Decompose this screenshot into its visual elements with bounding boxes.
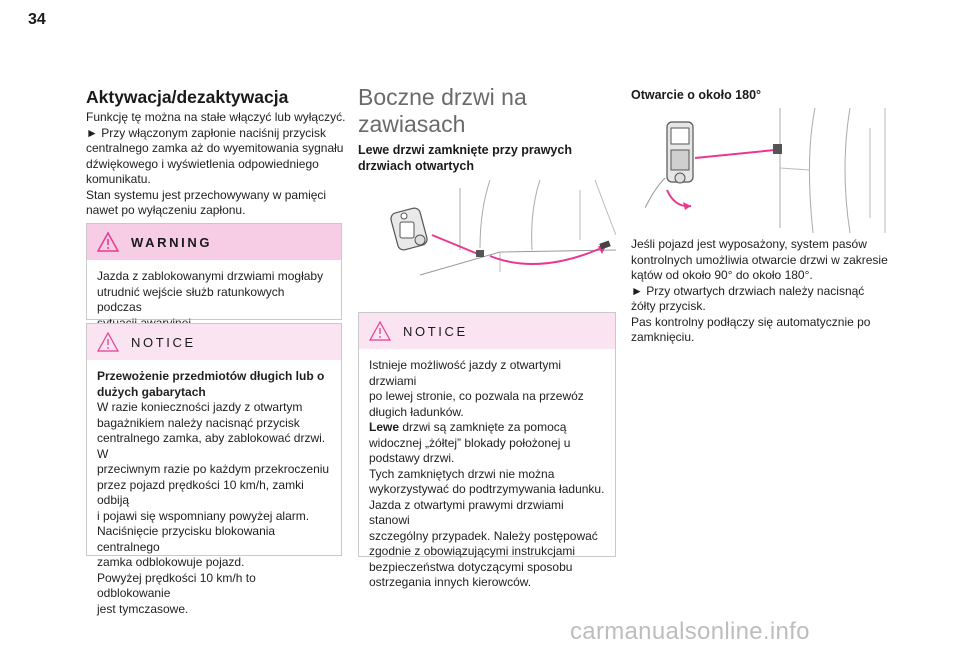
warning-triangle-icon bbox=[97, 232, 119, 252]
text-line: podstawy drzwi. bbox=[369, 451, 455, 465]
text-line: Pas kontrolny podłączy się automatycznie po bbox=[631, 314, 871, 329]
title-line: Boczne drzwi na bbox=[358, 84, 527, 110]
text-line: zamknięciu. bbox=[631, 330, 695, 344]
text-line: Jeśli pojazd jest wyposażony, system pasów bbox=[631, 237, 867, 251]
text-line: Powyżej prędkości 10 km/h to odblokowanie bbox=[97, 570, 256, 600]
text-line: przeciwnym razie po każdym przekroczeniu bbox=[97, 462, 330, 476]
text-line: szczególny przypadek. Należy postępować bbox=[369, 528, 598, 543]
text-line bbox=[369, 420, 605, 436]
text-line: dźwiękowego i wyświetlenia odpowiedniego bbox=[86, 156, 319, 171]
text-line: Jazda z otwartymi prawymi drzwiami stanowi bbox=[369, 497, 564, 527]
title-line: Lewe drzwi zamknięte przy prawych bbox=[358, 143, 572, 157]
text-line: W razie konieczności jazdy z otwartym bbox=[97, 400, 303, 414]
notice-body bbox=[87, 360, 341, 625]
warning-header bbox=[87, 224, 341, 260]
notice-box-col2 bbox=[358, 312, 616, 589]
notice-box-col1 bbox=[86, 323, 342, 616]
notice-subheading: Przewożenie przedmiotów długich lub o bbox=[97, 369, 325, 383]
text-line: wykorzystywać do podtrzymywania ładunku. bbox=[369, 482, 605, 496]
notice-subheading: dużych gabarytach bbox=[97, 384, 206, 399]
text-line: bagażnikiem należy nacisnąć przycisk bbox=[97, 415, 300, 430]
text-line: zamka odblokowuje pojazd. bbox=[97, 555, 245, 569]
text-line: Naciśnięcie przycisku blokowania centralnego bbox=[97, 524, 276, 554]
latch-detail-icon bbox=[390, 207, 429, 251]
text-line: widocznej „żółtej” blokady położonej u bbox=[369, 435, 571, 450]
notice-title: NOTICE bbox=[403, 323, 468, 339]
text-line: długich ładunków. bbox=[369, 404, 464, 419]
notice-triangle-icon bbox=[369, 321, 391, 341]
title-line: zawiasach bbox=[358, 111, 466, 137]
notice-title: NOTICE bbox=[131, 334, 196, 350]
text-line: ► Przy włączonym zapłonie naciśnij przycisk bbox=[86, 125, 326, 140]
text-line: ► Przy otwartych drzwiach należy nacisnąć bbox=[631, 283, 865, 298]
text-line: Jazda z zablokowanymi drzwiami mogłaby bbox=[97, 269, 324, 283]
col3-paragraph bbox=[631, 237, 893, 346]
text-line: centralnego zamka, aby zablokować drzwi. W bbox=[97, 431, 326, 461]
warning-title: WARNING bbox=[131, 234, 213, 250]
text-line: Stan systemu jest przechowywany w pamięci bbox=[86, 187, 327, 202]
text-line: po lewej stronie, co pozwala na przewóz bbox=[369, 389, 584, 403]
title-line: drzwiach otwartych bbox=[358, 159, 474, 173]
section-title-boczne-drzwi bbox=[358, 84, 527, 138]
text-line: ostrzegania innych kierowców. bbox=[369, 575, 532, 589]
warning-box bbox=[86, 223, 342, 320]
section-heading-aktywacja: Aktywacja/dezaktywacja bbox=[86, 87, 289, 107]
text-line: Tych zamkniętych drzwi nie można bbox=[369, 466, 555, 481]
notice-body bbox=[359, 349, 615, 599]
watermark: carmanualsonline.info bbox=[570, 618, 810, 645]
text-line: Funkcję tę można na stałe włączyć lub wyłączyć. bbox=[86, 110, 346, 124]
text-line: zgodnie z obowiązującymi instrukcjami bbox=[369, 544, 576, 558]
text-line: Istnieje możliwość jazdy z otwartymi drzwiami bbox=[369, 358, 562, 388]
text-line: centralnego zamka aż do wyemitowania sygnału bbox=[86, 141, 344, 155]
text-line: komunikatu. bbox=[86, 172, 151, 186]
text-line: jest tymczasowe. bbox=[97, 601, 189, 616]
col1-paragraph bbox=[86, 110, 348, 219]
notice-header bbox=[359, 313, 615, 349]
text-line: żółty przycisk. bbox=[631, 299, 706, 313]
page-number: 34 bbox=[28, 11, 46, 28]
text-line: kątów od około 90° do około 180°. bbox=[631, 268, 813, 282]
notice-triangle-icon bbox=[97, 332, 119, 352]
notice-header bbox=[87, 324, 341, 360]
text-line: bezpieczeństwa dotyczącymi sposobu bbox=[369, 559, 573, 574]
hinge-button-icon bbox=[667, 122, 693, 183]
subsection-title-otwarcie: Otwarcie o około 180° bbox=[631, 88, 762, 102]
text-line: i pojawi się wspomniany powyżej alarm. bbox=[97, 508, 310, 523]
door-strap-illustration bbox=[645, 108, 890, 233]
text-line: przez pojazd prędkości 10 km/h, zamki odbiją bbox=[97, 477, 304, 507]
door-lock-illustration bbox=[380, 180, 616, 280]
emphasis-lewe: Lewe bbox=[369, 420, 400, 434]
text-line: nawet po wyłączeniu zapłonu. bbox=[86, 203, 246, 217]
text-line: utrudnić wejście służb ratunkowych podczas bbox=[97, 284, 285, 314]
text-line: kontrolnych umożliwia otwarcie drzwi w zakresie bbox=[631, 252, 888, 267]
text-fragment: drzwi są zamknięte za pomocą bbox=[399, 420, 567, 434]
subsection-title-lewe-drzwi bbox=[358, 142, 572, 174]
